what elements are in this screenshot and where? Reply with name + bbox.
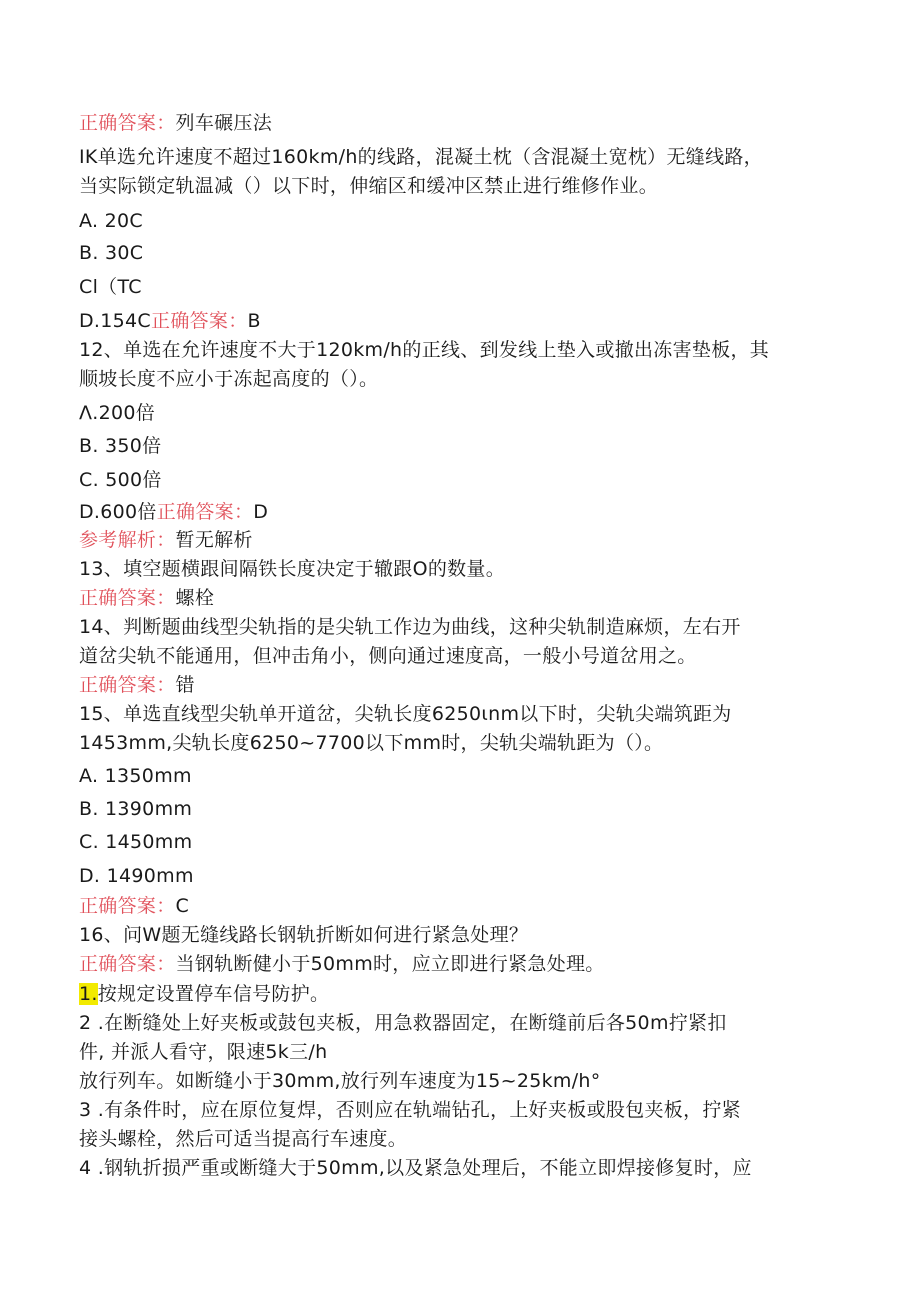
answer-label: 正确答案： <box>156 501 254 523</box>
question-text: 14、判断题曲线型尖轨指的是尖轨工作边为曲线，这种尖轨制造麻烦，左右开 <box>79 616 741 638</box>
question-text: 顺坡长度不应小于冻起高度的（）。 <box>79 368 379 390</box>
step-2-cont: 件, 并派人看守，限速5k三/h <box>79 1041 328 1063</box>
analysis-value: 暂无解析 <box>175 529 253 551</box>
option-c: Cl（TC <box>79 276 142 298</box>
answer-label: 正确答案： <box>79 674 176 696</box>
answer-line <box>79 586 214 610</box>
option-a: Λ.200倍 <box>79 402 156 424</box>
question-text: 12、单选在允许速度不大于120km∕h的正线、到发线上垫入或撤出冻害垫板，其 <box>79 339 770 361</box>
option-b: B. 1390mm <box>79 798 193 820</box>
step-text: 按规定设置停车信号防护。 <box>97 983 330 1005</box>
answer-value: C <box>175 895 190 917</box>
option-d: D. 1490mm <box>79 865 194 887</box>
analysis-label: 参考解析： <box>79 529 176 551</box>
answer-value: 列车碾压法 <box>175 112 273 134</box>
question-text: 13、填空题横跟间隔铁长度决定于辙跟O的数量。 <box>79 558 506 580</box>
step-1 <box>79 982 329 1006</box>
option-a: A. 1350mm <box>79 765 192 787</box>
question-text: 15、单选直线型尖轨单开道岔，尖轨长度6250ιnm以下时，尖轨尖端筑距为 <box>79 703 732 725</box>
answer-line <box>79 894 189 918</box>
option-c: C. 1450mm <box>79 831 193 853</box>
option-d: D.600倍 <box>79 501 157 523</box>
option-b: B. 30C <box>79 242 144 264</box>
answer-label: 正确答案： <box>79 587 176 609</box>
question-text: 16、问W题无缝线路长钢轨折断如何进行紧急处理？ <box>79 924 529 946</box>
option-d: D.154C <box>79 310 152 332</box>
step-4: 4 .钢轨折损严重或断缝大于50mm,以及紧急处理后，不能立即焊接修复时，应 <box>79 1157 752 1179</box>
question-text: 当实际锁定轨温减（）以下时，伸缩区和缓冲区禁止进行维修作业。 <box>79 175 659 197</box>
answer-value: D <box>253 501 269 523</box>
step-3: 3 .有条件时，应在原位复焊，否则应在轨端钻孔，上好夹板或股包夹板，拧紧 <box>79 1099 741 1121</box>
answer-line <box>79 673 195 697</box>
highlighted-number: 1. <box>79 983 98 1005</box>
option-d-with-answer <box>79 309 261 333</box>
step-3-cont: 接头螺栓，然后可适当提高行车速度。 <box>79 1128 408 1150</box>
answer-value: 当钢轨断健小于50mm时，应立即进行紧急处理。 <box>175 953 605 975</box>
answer-label: 正确答案： <box>151 310 248 332</box>
question-text: IK单选允许速度不超过160km∕h的线路，混凝土枕（含混凝土宽枕）无缝线路， <box>79 146 763 168</box>
step-2: 2 .在断缝处上好夹板或鼓包夹板，用急救器固定，在断缝前后各50m拧紧扣 <box>79 1012 727 1034</box>
answer-value: 螺栓 <box>175 587 215 609</box>
option-c: C. 500倍 <box>79 469 162 491</box>
option-b: B. 350倍 <box>79 435 162 457</box>
answer-value: B <box>247 310 261 332</box>
answer-label: 正确答案： <box>79 895 176 917</box>
option-a: A. 20C <box>79 210 143 232</box>
answer-value: 错 <box>175 674 195 696</box>
answer-label: 正确答案： <box>79 953 176 975</box>
question-text: 1453mm,尖轨长度6250~7700以下mm时，尖轨尖端轨距为（）。 <box>79 732 664 754</box>
question-text: 道岔尖轨不能通用，但冲击角小，侧向通过速度高，一般小号道岔用之。 <box>79 645 697 667</box>
answer-line <box>79 111 272 135</box>
answer-line <box>79 952 605 976</box>
analysis-line <box>79 528 253 552</box>
answer-label: 正确答案： <box>79 112 176 134</box>
step-2-cont: 放行列车。如断缝小于30mm,放行列车速度为15~25km∕h° <box>79 1070 601 1092</box>
option-d-with-answer <box>79 500 268 524</box>
